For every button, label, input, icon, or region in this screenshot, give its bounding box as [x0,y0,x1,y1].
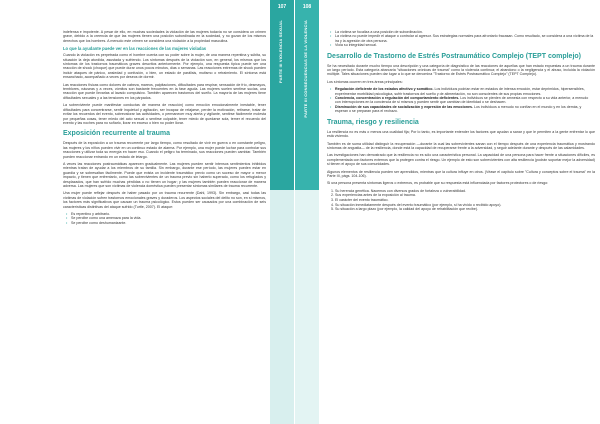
list-item: 3. El carácter del evento traumático. [335,198,595,203]
section-heading: Desarrollo de Trastorno de Estrés Postraumático Complejo (TEPT complejo) [327,52,581,60]
page-number-left: 107 [277,4,287,10]
paragraph: Cuando la violación es perpetrada como el hombre cuenta con su poder sobre la mujer, de una manera repentina y súbita, su situación la deja aturdida, asustada y sufriendo. Los síntomas después de la violación son, en general, los mismos que los síntomas de los trastornos traumáticos graves descritos anteriormente. Por ejemplo, una respuesta típica puede ser una reacción de shock (choque) que puede durar unos pocos minutos, días o semanas. Las reacciones extremas de shock pueden incluir ataques de pánico, ansiedad y confusión, o bien, un estado de parálisis, mutismo o retraimiento. El síntoma está ensanchado, acompañado a veces por deseos de dormir. [63,53,266,80]
list-item [335,87,595,96]
list-item: • Viola su integridad sexual. [335,43,595,47]
right-column [327,30,595,215]
bullet-text: Los individuos a menudo no confían en el mundo y en los demás, y esperan o se preparan para el rechazo. [335,104,582,114]
paragraph: La sobreviviente puede manifestar conductas de manera de reacción) como emoción emocionalmente inestable, tener dificultades para concentrarse, sentir inquietud y agitación, ser incapaz de relajarse, perder la motivación, retirarse, tratar de evitar los recuerdos del evento, sobrevalorar las actividades, o permanecer muy alerta y vigilante, sentirse fácilmente molesta por pequeñas cosas, tener miedo del acto sexual o sentirse culpable, tener miedo de quedarse sola, temer el recuerdo del evento y las noches para no soñarlo, llorar en exceso o bien no poder llorar. [63,103,266,125]
left-page [0,0,270,424]
paragraph: indefensa e impotente. A pesar de ello, en muchas sociedades la violación de las mujeres todavía no se considera un crimen grave, debido a la creencia de que las mujeres tienen una posición subordinada en la sociedad, y no gozan de los mismos derechos que los hombres. A menudo este crimen se considera una violación a la propiedad masculina. [63,30,266,43]
bullet-text: Los individuos podrían estar en estados de intensa emoción, estar deprimidos, hipersensibles, experimentar morbilidad psicológica, sufrir trastornos del sueño y de alimentación, no son conscientes de sus propias emociones. [335,87,585,96]
side-tab-lower-right [295,190,319,424]
list-item: 4. Su situación inmediatamente después del evento traumático (por ejemplo, si ha vivido o recibido apoyo). [335,203,595,208]
list-item: • Es repentino y arbitrario. [71,212,266,216]
list-item: • Se percibe como una amenaza para la vida. [71,216,266,220]
section-heading: Exposición recurrente al trauma [63,130,170,138]
bullet-list [327,87,595,113]
page-number-right: 108 [302,4,312,10]
list-item: 1. Su herencia genética. Nacemos con diversos grados de fortaleza o vulnerabilidad. [335,189,595,194]
list-item: • La víctima no puede impedir el ataque o controlar al agresor. Sus estrategias normales para afrontarlo fracasan. Como resultado, se considera a una víctima de la ira y la agresión de otra persona. [335,34,595,43]
paragraph: Las reacciones físicas como dolores de cabeza, mareos, palpitaciones, dificultades para respirar, sensación de frío, desmayos, temblores, náuseas y a veces, vómitos son bastante frecuentes en la fase aguda. Las mujeres suelen sentirse sucias, una reacción que puede llevarlas al lavado compulsivo. También aparecen trastornos del sueño. La mayoría de las mujeres tiene dificultades sexuales y a las tensiones en los párpados. [63,82,266,100]
bullet-bold-lead: Disminución de sus capacidades de socialización y expresión de las emociones. [335,104,474,109]
paragraph: Los síntomas ocurren en tres áreas principales: [327,79,403,84]
right-page [319,0,600,424]
bullet-bold-lead: Conciencia, concentración o regulación del comportamiento deficientes. [335,96,460,101]
list-item: 2. Sus experiencias antes de la exposición al trauma. [335,193,595,198]
paragraph: A veces las reacciones postraumáticas aparecen gradualmente. Las mujeres pueden sentir intensos sentimientos inhibidos mientras tratan de ayudar a los miembros de su familia. Sin embargo, durante ese período, las mujeres pueden estar en guardia y se sobresaltan fácilmente. Puede que exista un incidente traumático previo como un suceso de mayor o menor impacto, y tienen que enfrentarlo, como las sobrevivientes de un trauma previo sin haberlo superado, como los refugiados y desplazados, que han sufrido muchas pérdidas o no tienen un hogar; y las mujeres también pueden reaccionar de manera adversa. Las mujeres que son víctimas de violencia doméstica pueden presentar síntomas similares de trauma recurrente. [63,161,266,188]
right-side-tab [295,0,319,190]
left-side-tab [270,0,294,190]
section-subheading: Lo que la ayudante puede ver en las reacciones de las mujeres violadas [63,46,207,52]
bullet-bold-lead: Regulación deficiente de los estados afectivo y somático. [335,87,434,92]
list-item [335,96,595,105]
side-tab-label-right: PARTE III CONSECUENCIAS DE LA VIOLENCIA [303,20,308,118]
list-item: • La víctima se focaliza a una posición de subordinación. [335,30,595,34]
paragraph: Las investigaciones han demostrado que la resiliencia no es sólo una característica personal. La capacidad de una persona para hacer frente a situaciones difíciles, es complementada con factores externos que la protegen contra el riesgo. Un ejemplo de esto son sobrevivientes con alta resiliencia (podrán soportar mejor la adversidad) si tienen el apoyo de sus comunidades. [327,153,595,167]
bullet-text: Los individuos se pierden de amnesia con respecto a su vida anterior, a menudo con interrupciones en la conciencia de sí mismos y pueden sentir que cambian de identidad o se deshacen. [335,96,589,105]
numbered-list [327,189,595,212]
bullet-list [63,212,266,225]
bullet-list [327,30,595,48]
paragraph: Algunos elementos de resiliencia pueden ser aprendidos, mientras que la cultura influye en otros. (Véase el capítulo sobre "Cultura y conceptos sobre el trauma" en la Parte III, págs. 104-106). [327,169,595,178]
list-item: • Se percibe como deshumanizante. [71,221,266,225]
paragraph: También es de suma utilidad distinguir la recuperación —durante la cual las sobrevivientes sanan con el tiempo después de una experiencia traumática y mostrando síntomas de angustia— de la resiliencia, donde está la capacidad de recuperarse frente a la adversidad, y seguir adelante durante y después de las calamidades. [327,141,595,150]
left-column [63,30,266,228]
side-tab-label-left: PARTE III VIOLENCIA SEXUAL [278,20,283,83]
list-item: 5. Su situación a largo plazo (por ejemplo, la calidad del apoyo de rehabilitación que recibe). [335,207,595,212]
paragraph: Se ha necesitado durante mucho tiempo una descripción y una categoría de diagnóstico de las reacciones de aquellas que han estado expuestas a un trauma durante un largo período. Esta categoría abarcaría "situaciones crónicas de trauma" como la violencia continua; el abandono o la negligencia y el abuso, incluida la violación múltiple. Tales situaciones pueden dar lugar a lo que se denomina "Trastorno de Estrés Postraumático Complejo" (TEPT Complejo). [327,63,595,77]
side-tab-lower-left [270,190,294,424]
list-item [335,105,595,114]
paragraph: Una mujer puede reflejar después de haber pasado por un trauma recurrente (Dahl, 1993). Sin embargo, casi todas las víctimas de violación sufren trastornos emocionales graves y duraderos. Los aspectos sociales del delito no son, en sí mismos, los factores más significativos que causan un trauma psicológico. Estos pueden ser causados por una combinación de seis características distintivas del ataque sufrido (Turtle, 2007). El ataque: [63,191,266,209]
paragraph: Después de la exposición a un trauma recurrente por largo tiempo, como resultado de vivir en guerra o en constante peligro, las mujeres y los niños pueden vivir en un continuo estado de alarma. Por ejemplo, una mujer puede luchar para controlar sus reacciones y utilizar toda su energía en hacer eso. Cuando el peligro ha terminado, sus reacciones pueden cambiar. También pueden reaccionar entrando en un estado de letargo. [63,141,266,159]
paragraph: Si una persona presenta síntomas ligeros o extremos, es probable que su respuesta está influenciada por factores protectores o de riesgo: [327,181,549,186]
section-heading: Trauma, riesgo y resiliencia [327,118,419,126]
paragraph: La resiliencia no es más o menos una cualidad fija; Por lo tanto, es importante entender los factores que ayudan a sanar y que le permiten a la gente enfrentar lo que está viviendo. [327,129,595,139]
